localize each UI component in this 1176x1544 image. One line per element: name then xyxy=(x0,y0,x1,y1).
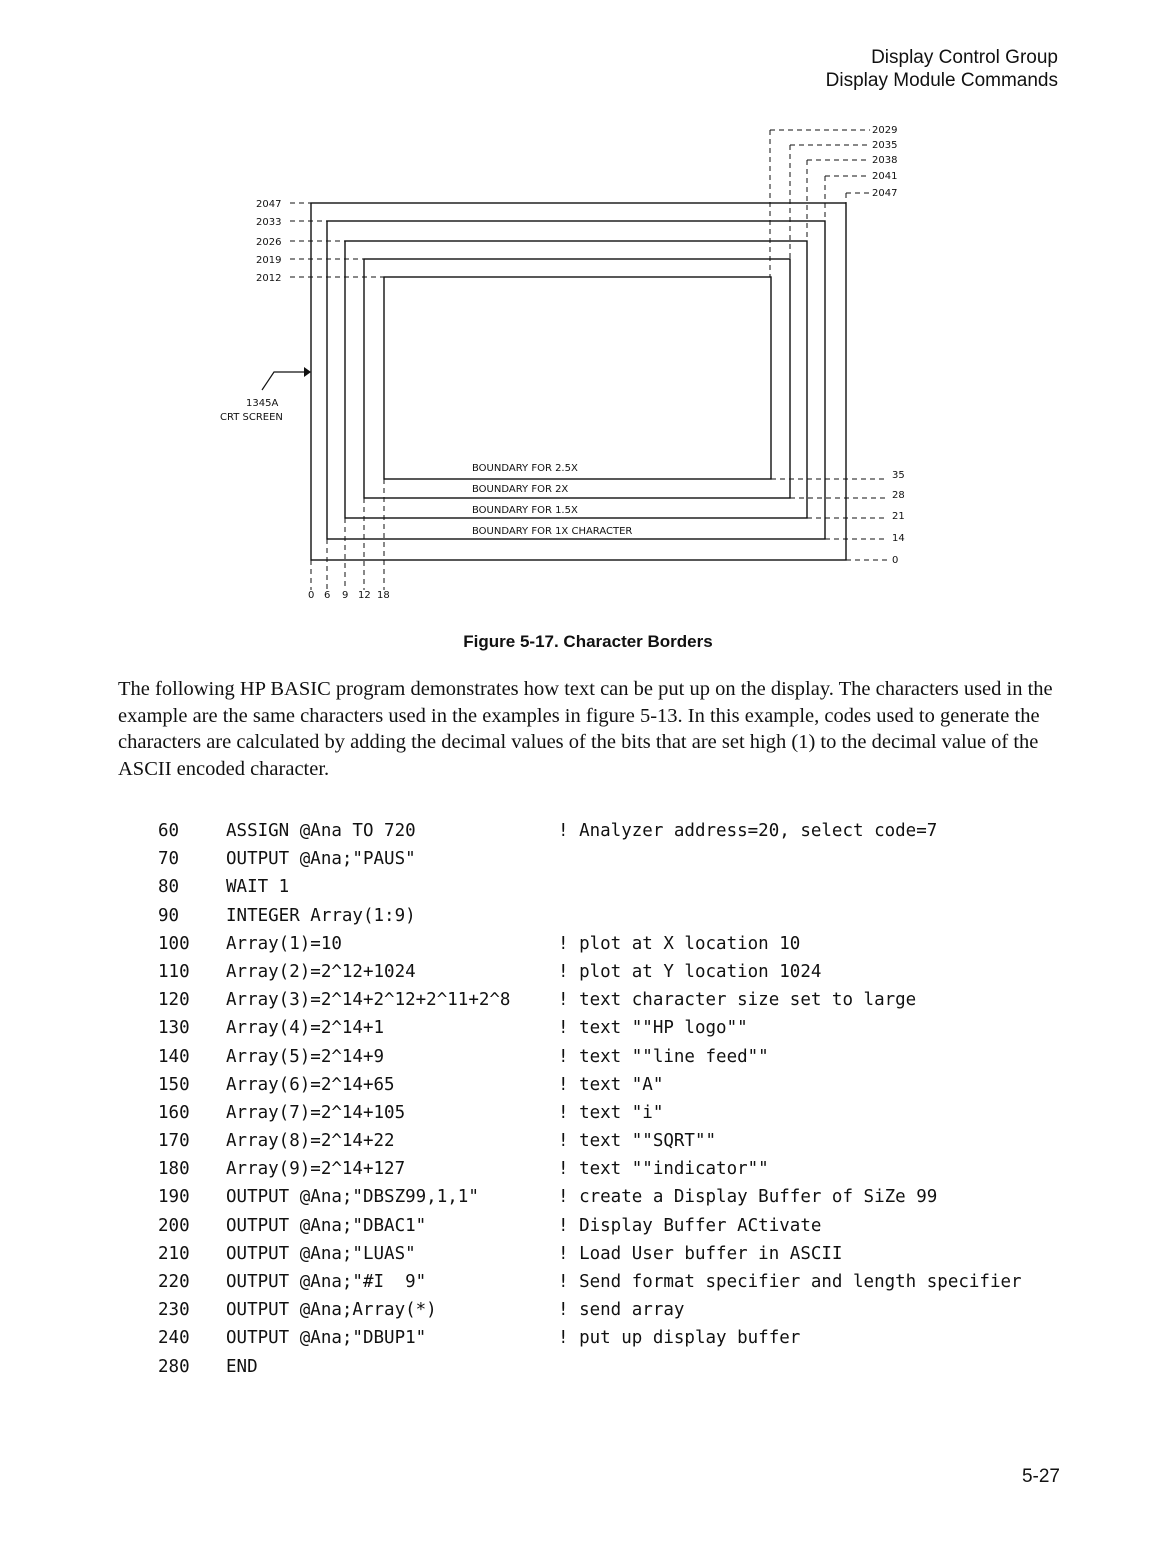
line-number: 190 xyxy=(158,1187,190,1208)
statement: Array(7)=2^14+105 xyxy=(226,1102,406,1123)
statement: OUTPUT @Ana;"#I 9" xyxy=(226,1272,427,1292)
statement: WAIT 1 xyxy=(226,877,290,898)
statement: OUTPUT @Ana;Array(*) xyxy=(226,1300,437,1321)
bottom-tick-label: 6 xyxy=(324,590,331,601)
statement: ASSIGN @Ana TO 720 xyxy=(226,821,416,841)
comment: ! Load User buffer in ASCII xyxy=(558,1243,843,1264)
statement: Array(6)=2^14+65 xyxy=(226,1074,395,1095)
top-tick-label: 2047 xyxy=(872,188,898,199)
right-tick-label: 21 xyxy=(892,511,905,522)
comment: ! text ""indicator"" xyxy=(558,1159,769,1180)
left-tick-label: 2033 xyxy=(256,217,282,228)
left-tick-label: 2012 xyxy=(256,273,282,284)
comment: ! send array xyxy=(558,1300,685,1321)
line-number: 120 xyxy=(158,990,190,1011)
line-number: 60 xyxy=(158,821,180,841)
page-number: 5-27 xyxy=(1021,1466,1060,1487)
line-number: 100 xyxy=(158,933,190,954)
line-number: 90 xyxy=(158,905,180,926)
statement: OUTPUT @Ana;"DBSZ99,1,1" xyxy=(226,1187,479,1208)
line-number: 70 xyxy=(158,849,180,870)
top-tick-label: 2029 xyxy=(872,125,898,136)
statement: Array(9)=2^14+127 xyxy=(226,1159,406,1180)
comment: ! Display Buffer ACtivate xyxy=(558,1215,822,1236)
header-group: Display Control Group xyxy=(871,47,1058,68)
right-tick-label: 14 xyxy=(892,533,905,544)
statement: OUTPUT @Ana;"LUAS" xyxy=(226,1243,416,1264)
boundary-rect-4 xyxy=(384,277,771,479)
line-number: 170 xyxy=(158,1131,190,1152)
comment: ! Analyzer address=20, select code=7 xyxy=(558,821,938,841)
top-tick-label: 2038 xyxy=(872,155,898,166)
left-tick-label: 2019 xyxy=(256,255,282,266)
figure-caption: Figure 5-17. Character Borders xyxy=(463,632,713,651)
boundary-label: BOUNDARY FOR 2X xyxy=(472,484,569,495)
line-number: 220 xyxy=(158,1272,190,1292)
left-tick-label: 2047 xyxy=(256,199,282,210)
line-number: 140 xyxy=(158,1046,190,1067)
line-number: 150 xyxy=(158,1074,190,1095)
bottom-tick-label: 0 xyxy=(308,590,315,601)
top-tick-label: 2041 xyxy=(872,171,898,182)
boundary-rect-1 xyxy=(327,221,825,539)
character-borders-figure xyxy=(0,0,1176,640)
boundary-label: BOUNDARY FOR 2.5X xyxy=(472,463,578,474)
boundary-label: BOUNDARY FOR 1.5X xyxy=(472,505,578,516)
statement: END xyxy=(226,1356,258,1377)
screen-label: CRT SCREEN xyxy=(220,412,283,423)
comment: ! text ""HP logo"" xyxy=(558,1018,748,1039)
statement: OUTPUT @Ana;"DBUP1" xyxy=(226,1328,427,1349)
statement: Array(2)=2^12+1024 xyxy=(226,961,416,982)
line-number: 210 xyxy=(158,1243,190,1264)
statement: Array(8)=2^14+22 xyxy=(226,1131,395,1152)
line-number: 160 xyxy=(158,1102,190,1123)
comment: ! create a Display Buffer of SiZe 99 xyxy=(558,1187,938,1208)
bottom-tick-label: 9 xyxy=(342,590,349,601)
statement: Array(5)=2^14+9 xyxy=(226,1046,385,1067)
right-tick-label: 0 xyxy=(892,555,899,566)
statement: OUTPUT @Ana;"PAUS" xyxy=(226,849,416,870)
line-number: 80 xyxy=(158,877,180,898)
boundary-label: BOUNDARY FOR 1X CHARACTER xyxy=(472,526,633,537)
comment: ! text "i" xyxy=(558,1102,664,1123)
comment: ! plot at Y location 1024 xyxy=(558,961,822,982)
line-number: 240 xyxy=(158,1328,190,1349)
comment: ! text "A" xyxy=(558,1074,664,1095)
comment: ! text ""SQRT"" xyxy=(558,1131,717,1152)
line-number: 200 xyxy=(158,1215,190,1236)
header-section: Display Module Commands xyxy=(825,70,1058,91)
screen-label: 1345A xyxy=(246,398,279,409)
line-number: 130 xyxy=(158,1018,190,1039)
right-tick-label: 35 xyxy=(892,470,905,481)
statement: Array(4)=2^14+1 xyxy=(226,1018,385,1039)
statement: Array(3)=2^14+2^12+2^11+2^8 xyxy=(226,990,511,1011)
boundary-rect-0 xyxy=(311,203,846,560)
comment: ! plot at X location 10 xyxy=(558,933,801,954)
right-tick-label: 28 xyxy=(892,490,905,501)
top-tick-label: 2035 xyxy=(872,140,898,151)
comment: ! put up display buffer xyxy=(558,1328,801,1349)
statement: OUTPUT @Ana;"DBAC1" xyxy=(226,1215,427,1236)
bottom-tick-label: 12 xyxy=(358,590,371,601)
line-number: 180 xyxy=(158,1159,190,1180)
line-number: 230 xyxy=(158,1300,190,1321)
line-number: 110 xyxy=(158,961,190,982)
body-paragraph: The following HP BASIC program demonstrates how text can be put up on the display. The characters used in the example are the same characters used in the examples in figure 5-13. In this example, codes used to generate the characters are calculated by adding the decimal values of the bits that are set high (1) to the decimal value of the ASCII encoded character. xyxy=(118,678,1053,780)
statement: Array(1)=10 xyxy=(226,933,342,954)
comment: ! text character size set to large xyxy=(558,990,917,1011)
statement: INTEGER Array(1:9) xyxy=(226,905,416,926)
bottom-tick-label: 18 xyxy=(377,590,390,601)
comment: ! Send format specifier and length specifier xyxy=(558,1272,1022,1292)
comment: ! text ""line feed"" xyxy=(558,1046,769,1067)
line-number: 280 xyxy=(158,1356,190,1377)
left-tick-label: 2026 xyxy=(256,237,282,248)
boundary-rect-2 xyxy=(345,241,807,518)
screen-arrow-icon xyxy=(304,367,311,377)
